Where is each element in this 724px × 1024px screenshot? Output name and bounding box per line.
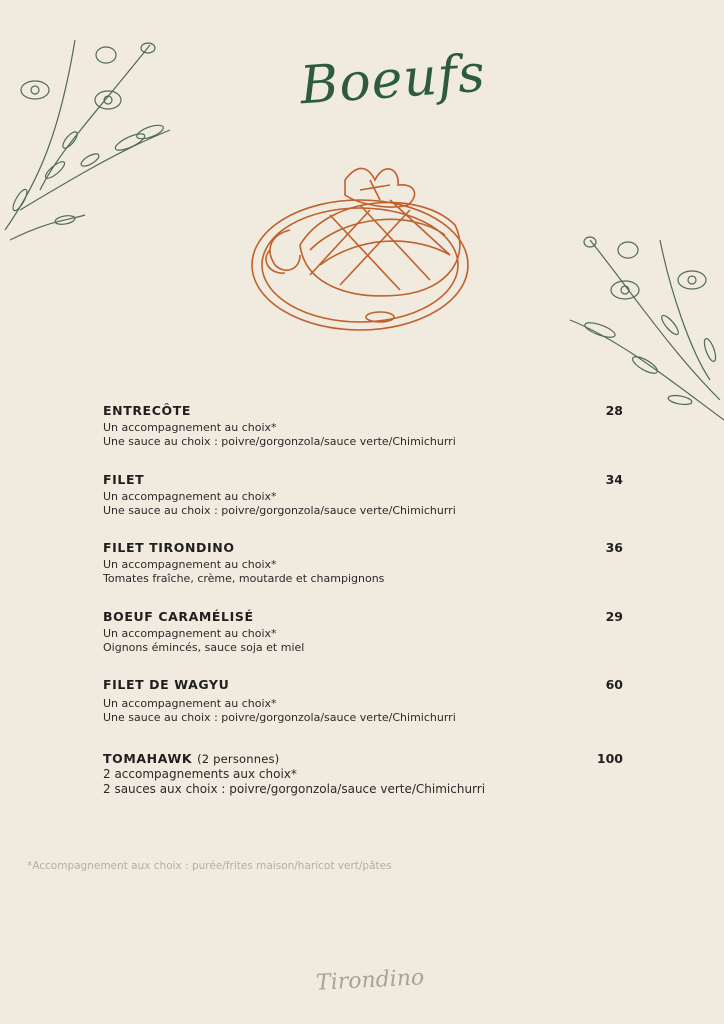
dish-description-line: Un accompagnement au choix*: [103, 697, 277, 710]
dish-price: 100: [596, 751, 623, 766]
dish-description-line: Une sauce au choix : poivre/gorgonzola/sauce verte/Chimichurri: [103, 711, 456, 724]
dish-description-line: Un accompagnement au choix*: [103, 421, 277, 434]
footnote: *Accompagnement aux choix : purée/frites maison/haricot vert/pâtes: [27, 860, 392, 872]
floral-decoration-right: [560, 230, 724, 430]
page-title: Boeufs: [298, 43, 488, 117]
dish-description-line: Un accompagnement au choix*: [103, 627, 277, 640]
dish-name: BOEUF CARAMÉLISÉ: [103, 609, 254, 624]
menu-item-entrecote: [103, 403, 623, 448]
dish-price: 29: [605, 609, 623, 624]
dish-name: FILET DE WAGYU: [103, 677, 230, 692]
dish-description-line: Oignons émincés, sauce soja et miel: [103, 641, 305, 654]
dish-name: TOMAHAWK: [103, 751, 193, 766]
dish-note: (2 personnes): [197, 752, 280, 766]
dish-description-line: Tomates fraîche, crème, moutarde et champignons: [103, 572, 385, 585]
dish-description-line: 2 accompagnements aux choix*: [103, 767, 297, 781]
dish-description-line: Une sauce au choix : poivre/gorgonzola/sauce verte/Chimichurri: [103, 435, 456, 448]
steak-illustration: [250, 155, 474, 335]
dish-name: ENTRECÔTE: [103, 403, 191, 418]
dish-description-line: Une sauce au choix : poivre/gorgonzola/sauce verte/Chimichurri: [103, 504, 456, 517]
menu-item-filet-tirondino: [103, 540, 623, 585]
dish-name: FILET TIRONDINO: [103, 540, 235, 555]
dish-description-line: Un accompagnement au choix*: [103, 490, 277, 503]
dish-price: 60: [605, 677, 623, 692]
menu-item-filet-de-wagyu: [103, 677, 623, 724]
dish-description-line: Un accompagnement au choix*: [103, 558, 277, 571]
menu-item-tomahawk: [103, 751, 623, 796]
dish-price: 34: [605, 472, 623, 487]
menu-item-boeuf-caramelise: [103, 609, 623, 654]
menu-item-filet: [103, 472, 623, 517]
dish-name: FILET: [103, 472, 145, 487]
dish-description-line: 2 sauces aux choix : poivre/gorgonzola/sauce verte/Chimichurri: [103, 782, 486, 796]
brand-signature: Tirondino: [315, 965, 425, 996]
floral-decoration-top-left: [0, 30, 180, 250]
dish-price: 28: [605, 403, 623, 418]
dish-price: 36: [605, 540, 623, 555]
